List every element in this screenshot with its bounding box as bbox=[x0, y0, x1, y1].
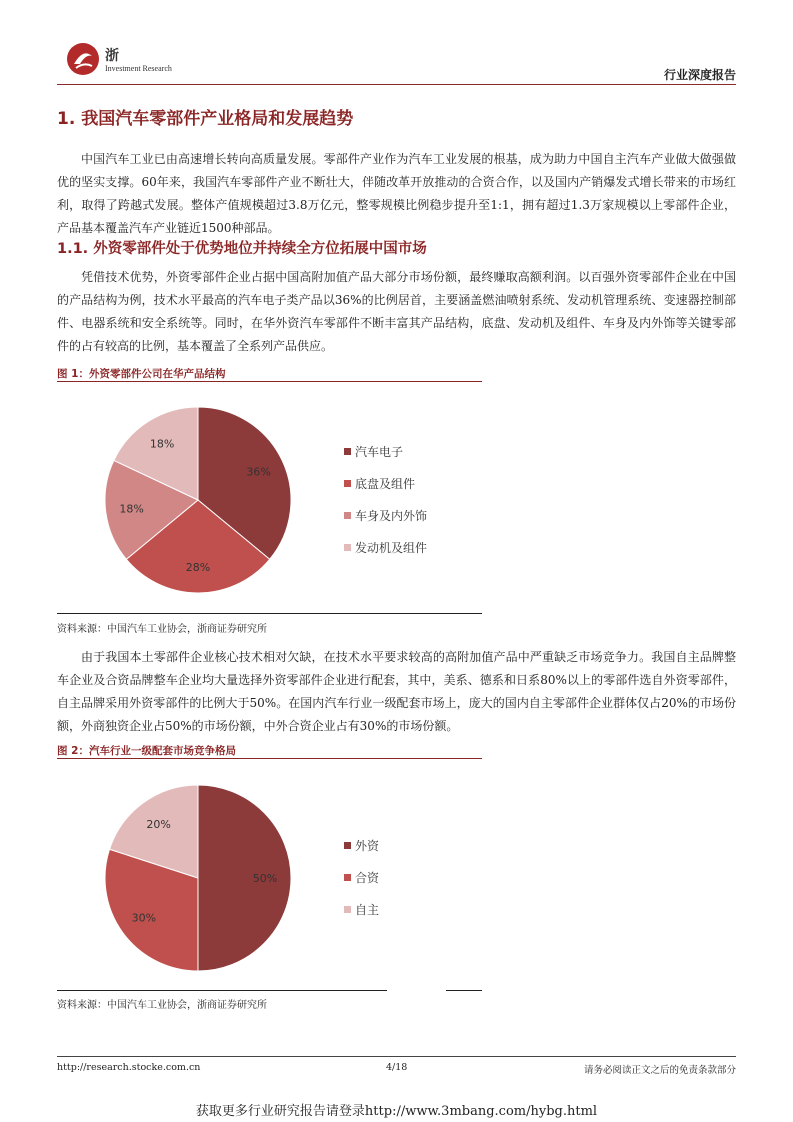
figure-2-source: 资料来源：中国汽车工业协会，浙商证券研究所 bbox=[57, 1000, 267, 1011]
figure-1-source: 资料来源：中国汽车工业协会，浙商证券研究所 bbox=[57, 624, 267, 635]
legend-label-1-0: 汽车电子 bbox=[355, 445, 404, 459]
figure-1-title: 图 1：外资零部件公司在华产品结构 bbox=[57, 368, 226, 380]
figure-1-bottom-rule bbox=[57, 613, 482, 614]
figure-2-top-rule bbox=[57, 758, 482, 759]
legend-label-1-1: 底盘及组件 bbox=[355, 477, 416, 491]
logo-icon bbox=[66, 42, 100, 76]
legend-swatch-2-1 bbox=[344, 874, 351, 881]
pie-data-label-2-1: 30% bbox=[131, 911, 157, 925]
download-banner[interactable]: 获取更多行业研究报告请登录http://www.3mbang.com/hybg.html bbox=[195, 1104, 598, 1119]
footer-disclaimer: 请务必阅读正文之后的免责条款部分 bbox=[583, 1065, 736, 1076]
figure-1-pie-chart bbox=[57, 390, 482, 610]
section-1-paragraph: 中国汽车工业已由高速增长转向高质量发展。零部件产业作为汽车工业发展的根基，成为助力中国自主汽车产业做大做强做优的坚实支撑。60年来，我国汽车零部件产业不断壮大，伴随改革开放推动的合资合作，以及国内产销爆发式增长带来的市场红利，取得了跨越式发展。整体产值规模超过3.8万亿元，整零规模比例稳步提升至1:1，拥有超过1.3万家规模以上零部件企业，产品基本覆盖汽车产业链近1500种部品。 bbox=[57, 152, 736, 235]
pie-data-label-2-0: 50% bbox=[252, 872, 278, 885]
figure-2-title: 图 2：汽车行业一级配套市场竞争格局 bbox=[57, 745, 236, 757]
figure-2-bottom-rule-left bbox=[57, 990, 387, 991]
legend-swatch-1-0 bbox=[344, 448, 351, 455]
legend-swatch-2-0 bbox=[344, 842, 351, 849]
pie-data-label-1-0: 36% bbox=[246, 465, 271, 479]
pie-data-label-1-2: 18% bbox=[119, 502, 144, 516]
footer-url[interactable]: http://research.stocke.com.cn bbox=[57, 1062, 201, 1073]
section-1-title: 1. 我国汽车零部件产业格局和发展趋势 bbox=[57, 109, 354, 129]
legend-swatch-1-2 bbox=[344, 512, 351, 519]
figure-2-bottom-rule-right bbox=[446, 990, 482, 991]
legend-swatch-2-2 bbox=[344, 906, 351, 913]
report-type: 行业深度报告 bbox=[663, 68, 736, 82]
pie-data-label-1-3: 18% bbox=[149, 437, 175, 451]
logo-english: Investment Research bbox=[105, 64, 172, 73]
figure-2-pie-chart bbox=[57, 768, 482, 988]
section-1-1-paragraph-1: 凭借技术优势，外资零部件企业占据中国高附加值产品大部分市场份额，最终赚取高额利润。以百强外资零部件企业在中国的产品结构为例，技术水平最高的汽车电子类产品以36%的比例居首，主要涵盖燃油喷射系统、发动机管理系统、变速器控制部件、电器系统和安全系统等。同时，在华外资汽车零部件不断丰富其产品结构，底盘、发动机及组件、车身及内外饰等关键零部件的占有较高的比例，基本覆盖了全系列产品供应。 bbox=[57, 270, 736, 353]
page-number: 4/18 bbox=[386, 1062, 408, 1073]
legend-label-1-2: 车身及内外饰 bbox=[355, 509, 428, 523]
pie-data-label-1-1: 28% bbox=[185, 560, 211, 574]
legend-label-1-3: 发动机及组件 bbox=[355, 541, 428, 555]
footer-divider bbox=[57, 1056, 736, 1057]
legend-label-2-0: 外资 bbox=[355, 839, 380, 853]
legend-label-2-2: 自主 bbox=[355, 903, 380, 917]
figure-1-top-rule bbox=[57, 381, 482, 382]
logo-chinese: 浙 bbox=[105, 48, 119, 64]
header-divider bbox=[57, 84, 736, 85]
legend-swatch-1-1 bbox=[344, 480, 351, 487]
legend-label-2-1: 合资 bbox=[355, 871, 380, 885]
legend-swatch-1-3 bbox=[344, 544, 351, 551]
section-1-1-title: 1.1. 外资零部件处于优势地位并持续全方位拓展中国市场 bbox=[57, 241, 427, 257]
section-1-1-paragraph-2: 由于我国本土零部件企业核心技术相对欠缺，在技术水平要求较高的高附加值产品中严重缺乏市场竞争力。我国自主品牌整车企业及合资品牌整车企业均大量选择外资零部件企业进行配套，其中，美系、德系和日系80%以上的零部件选自外资零部件，自主品牌采用外资零部件的比例大于50%。在国内汽车行业一级配套市场上，庞大的国内自主零部件企业群体仅占20%的市场份额，外商独资企业占50%的市场份额，中外合资企业占有30%的市场份额。 bbox=[57, 650, 736, 733]
pie-data-label-2-2: 20% bbox=[146, 817, 171, 831]
